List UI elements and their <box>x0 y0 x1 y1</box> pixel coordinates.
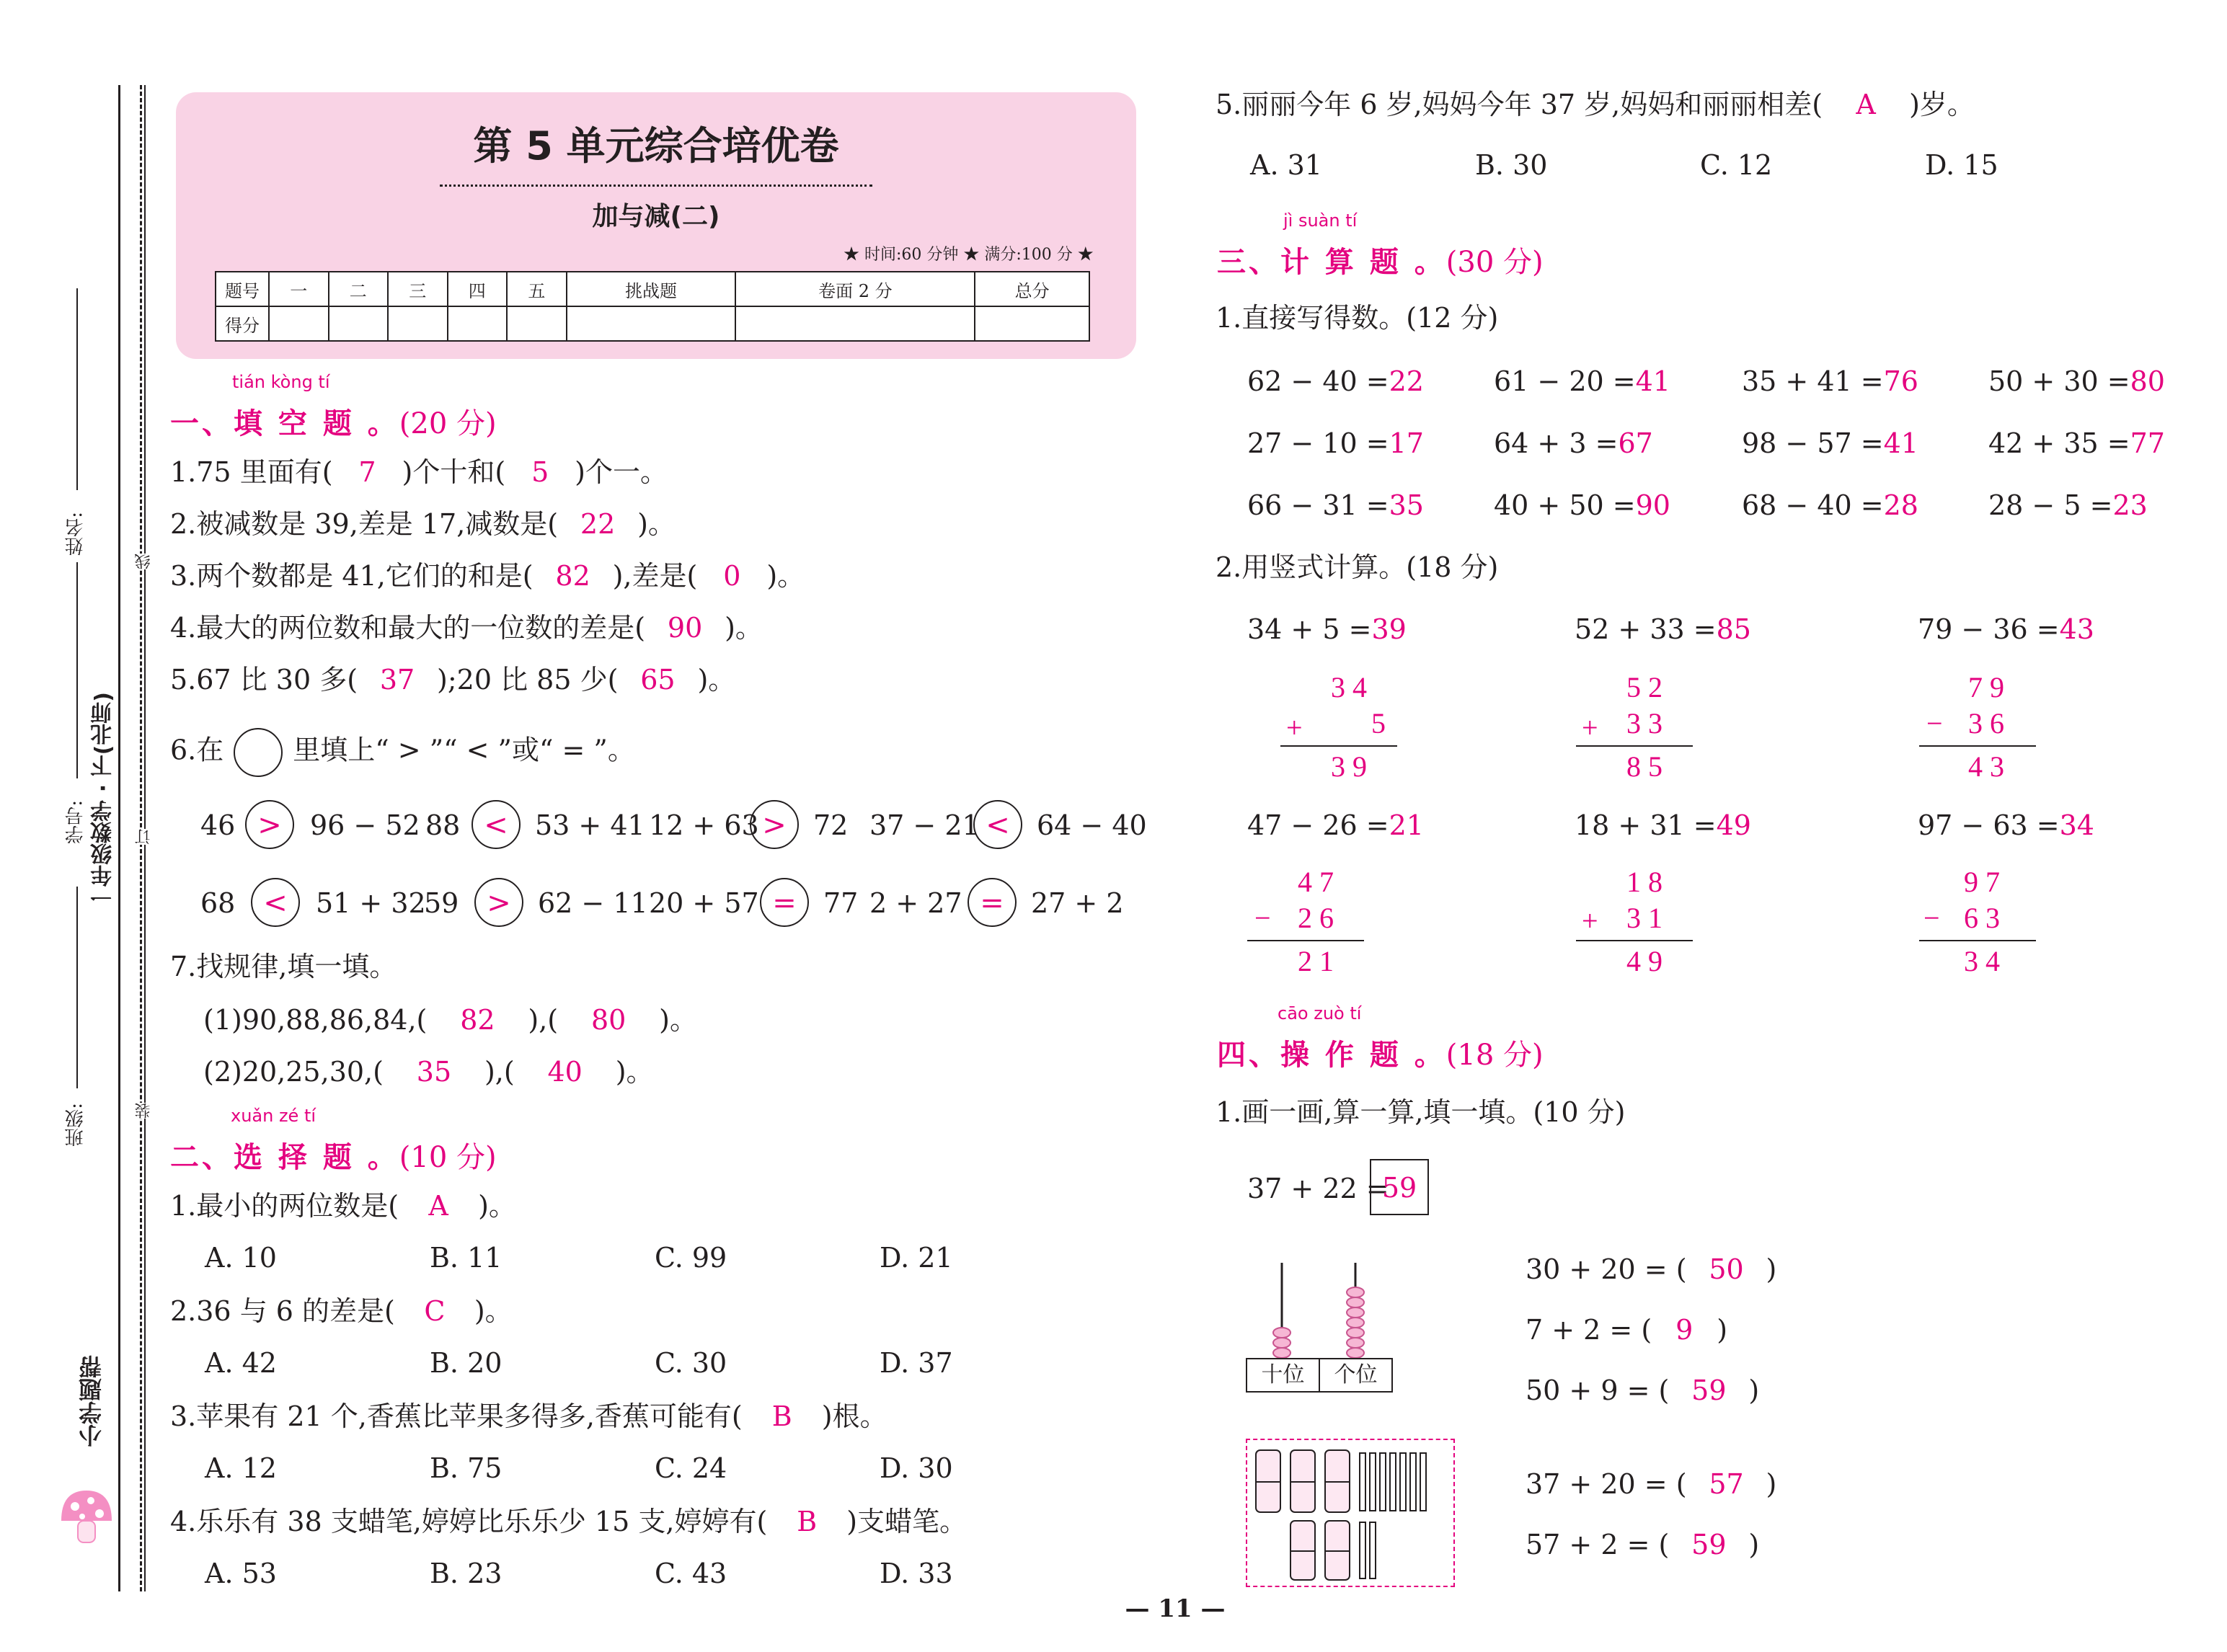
abacus-eq <box>1526 1313 1727 1346</box>
q1-4 <box>170 611 763 644</box>
q-text: 2.36 与 6 的差是( <box>170 1295 395 1327</box>
answer: 41 <box>1883 427 1918 459</box>
expr: 50 + 30 = <box>1988 365 2130 397</box>
expr: 97 − 63 = <box>1918 809 2060 841</box>
option: D. 30 <box>880 1452 953 1484</box>
vertical-op: − <box>1926 707 1943 740</box>
abacus-eq <box>1526 1374 1759 1407</box>
q-text: ),( <box>528 1004 559 1036</box>
vertical-result: 8 5 <box>1626 750 1662 783</box>
vertical-expr <box>1247 613 1407 646</box>
vertical-mid: 5 <box>1371 707 1386 740</box>
direct-calc <box>1988 427 2165 460</box>
q-text: 1.最小的两位数是( <box>170 1190 399 1222</box>
sec2-score: (10 分) <box>399 1141 497 1174</box>
compare-circle[interactable]: = <box>968 878 1017 927</box>
expr: 35 + 41 = <box>1742 365 1884 397</box>
q2-5 <box>1216 88 1975 121</box>
sec4-pinyin: cāo zuò tí <box>1278 1003 1362 1023</box>
abacus-eq <box>1526 1253 1776 1286</box>
q2-3 <box>170 1400 887 1433</box>
sec2-pinyin: xuǎn zé tí <box>231 1106 316 1126</box>
expr: ) <box>1766 1253 1777 1285</box>
answer: 5 <box>531 456 549 488</box>
vertical-rule <box>1576 745 1693 747</box>
page-title: 第 5 单元综合培优卷 <box>473 123 839 169</box>
sec4-title <box>1217 1032 1544 1073</box>
q-text: )。 <box>697 664 736 696</box>
q-text: )。 <box>659 1004 697 1036</box>
q1-2 <box>170 507 676 541</box>
vertical-rule <box>1247 940 1364 941</box>
q-text: );20 比 85 少( <box>437 664 619 696</box>
expr: 30 + 20 = ( <box>1526 1253 1687 1285</box>
score-input-cell[interactable] <box>448 306 508 341</box>
compare-circle[interactable]: < <box>471 800 521 849</box>
option: A. 53 <box>205 1558 277 1589</box>
vertical-rule <box>1576 940 1693 941</box>
title-divider <box>440 185 872 187</box>
answer: 17 <box>1389 427 1424 459</box>
vertical-top: 5 2 <box>1626 671 1662 703</box>
q3-1: 1.直接写得数。(12 分) <box>1216 302 1499 334</box>
vertical-top: 3 4 <box>1331 671 1367 703</box>
student-id-field-line[interactable] <box>76 562 78 778</box>
vertical-top: 1 8 <box>1626 866 1662 898</box>
q-text: )个十和( <box>402 456 506 488</box>
q-text: )个一。 <box>575 456 668 488</box>
expr: 52 + 33 = <box>1575 613 1717 645</box>
q-text: )。 <box>725 612 763 644</box>
main-eq: 37 + 22 = <box>1247 1173 1389 1204</box>
q-text: 里填上“ > ”“ < ”或“ = ”。 <box>293 734 635 766</box>
cmp-right: 77 <box>823 887 859 919</box>
option: B. 75 <box>430 1452 502 1484</box>
answer: 76 <box>1883 365 1918 397</box>
score-input-cell[interactable] <box>507 306 567 341</box>
mushroom-logo-icon <box>58 1485 115 1550</box>
expr: 98 − 57 = <box>1742 427 1884 459</box>
answer: 82 <box>555 560 590 592</box>
sec2-title <box>170 1134 497 1176</box>
score-cell: 题号 <box>216 272 269 306</box>
q-text: (2)20,25,30,( <box>203 1056 384 1088</box>
option: B. 30 <box>1475 149 1548 181</box>
cmp-right: 72 <box>813 809 849 841</box>
direct-calc <box>1742 427 1918 460</box>
line-char: 线 <box>133 554 155 569</box>
q-text: )。 <box>478 1190 516 1222</box>
abacus-base <box>1246 1358 1393 1393</box>
direct-calc <box>1247 365 1424 398</box>
answer: 49 <box>1716 809 1751 841</box>
option: C. 99 <box>655 1242 727 1274</box>
score-cell: 三 <box>388 272 448 306</box>
cmp-left: 88 <box>425 809 461 841</box>
sec1-title-text: 一、填 空 题 。 <box>170 407 399 440</box>
q4-1: 1.画一画,算一算,填一填。(10 分) <box>1216 1096 1626 1128</box>
direct-calc <box>1742 365 1918 398</box>
expr: 27 − 10 = <box>1247 427 1389 459</box>
q-text: 4.最大的两位数和最大的一位数的差是( <box>170 612 646 644</box>
compare-circle[interactable]: < <box>973 800 1022 849</box>
direct-calc <box>1494 427 1653 460</box>
name-label: 姓名: <box>65 512 87 556</box>
answer: 65 <box>640 664 676 696</box>
cmp-right: 27 + 2 <box>1031 887 1124 919</box>
sec3-pinyin: jì suàn tí <box>1283 210 1358 231</box>
grade-label: 一年级数学 · 下(北师) <box>91 692 116 908</box>
q2-4 <box>170 1505 967 1538</box>
expr: 79 − 36 = <box>1918 613 2060 645</box>
expr: 66 − 31 = <box>1247 489 1389 521</box>
vertical-mid: 2 6 <box>1298 902 1334 934</box>
expr: 28 − 5 = <box>1988 489 2113 521</box>
brand-label: 小学题帮 <box>78 1355 105 1447</box>
q2-1 <box>170 1189 516 1222</box>
direct-calc <box>1494 489 1670 522</box>
page-number: — 11 — <box>1125 1594 1226 1623</box>
answer: 35 <box>416 1056 452 1088</box>
score-cell: 卷面 2 分 <box>735 272 975 306</box>
vertical-expr <box>1575 613 1751 646</box>
sticks-eq <box>1526 1467 1776 1501</box>
sec1-title <box>170 401 497 442</box>
sticks-eq <box>1526 1528 1759 1561</box>
score-cell: 二 <box>329 272 389 306</box>
answer: 57 <box>1709 1468 1744 1500</box>
sec4-title-text: 四、操 作 题 。 <box>1217 1038 1446 1072</box>
q-text: (1)90,88,86,84,( <box>203 1004 428 1036</box>
option: C. 12 <box>1700 149 1773 181</box>
score-input-cell[interactable] <box>975 306 1089 341</box>
vertical-result: 2 1 <box>1298 945 1334 977</box>
expr: 68 − 40 = <box>1742 489 1884 521</box>
q-text: 4.乐乐有 38 支蜡笔,婷婷比乐乐少 15 支,婷婷有( <box>170 1506 768 1537</box>
cmp-left: 20 + 57 <box>649 887 759 919</box>
vertical-rule <box>1919 745 2036 747</box>
direct-calc <box>1247 489 1424 522</box>
sticks-bundle-icon <box>1252 1446 1446 1583</box>
answer: 59 <box>1691 1529 1727 1560</box>
answer: 67 <box>1618 427 1653 459</box>
sec3-title-text: 三、计 算 题 。 <box>1217 245 1446 279</box>
q1-7: 7.找规律,填一填。 <box>170 951 397 982</box>
answer: 90 <box>667 612 703 644</box>
answer: 77 <box>2130 427 2165 459</box>
vertical-expr <box>1247 809 1424 842</box>
expr: 18 + 31 = <box>1575 809 1717 841</box>
student-id-label: 学号: <box>65 800 87 844</box>
q-text: 1.75 里面有( <box>170 456 333 488</box>
cmp-left: 46 <box>200 809 236 841</box>
blank-circle-icon <box>234 728 283 777</box>
score-input-cell[interactable] <box>388 306 448 341</box>
direct-calc <box>1742 489 1918 522</box>
score-table <box>215 271 1090 342</box>
cmp-left: 2 + 27 <box>869 887 962 919</box>
q-text: 5.丽丽今年 6 岁,妈妈今年 37 岁,妈妈和丽丽相差( <box>1216 89 1823 120</box>
answer: C <box>424 1295 446 1327</box>
score-row-label: 得分 <box>216 306 269 341</box>
cmp-right: 96 − 52 <box>310 809 420 841</box>
expr: 47 − 26 = <box>1247 809 1389 841</box>
page-subtitle: 加与减(二) <box>592 202 720 231</box>
vertical-expr <box>1918 613 2094 646</box>
expr: 61 − 20 = <box>1494 365 1636 397</box>
score-cell: 五 <box>507 272 567 306</box>
sec1-pinyin: tián kòng tí <box>232 372 330 392</box>
expr: 50 + 9 = ( <box>1526 1375 1670 1406</box>
q-text: 5.67 比 30 多( <box>170 664 358 696</box>
answer: 22 <box>580 508 616 540</box>
score-cell: 四 <box>448 272 508 306</box>
expr: ) <box>1748 1529 1760 1560</box>
option: D. 21 <box>880 1242 953 1274</box>
q1-6 <box>170 728 635 777</box>
answer: 59 <box>1691 1375 1727 1406</box>
expr: 64 + 3 = <box>1494 427 1619 459</box>
answer: 41 <box>1635 365 1670 397</box>
compare-circle[interactable]: > <box>474 878 523 927</box>
expr: 34 + 5 = <box>1247 613 1372 645</box>
answer: 34 <box>2059 809 2094 841</box>
abacus-tens-label: 十位 <box>1247 1359 1320 1391</box>
answer: 7 <box>358 456 376 488</box>
answer: 80 <box>2130 365 2165 397</box>
answer: 22 <box>1389 365 1424 397</box>
answer: 28 <box>1883 489 1918 521</box>
class-label: 班级: <box>65 1103 87 1147</box>
expr: 37 + 20 = ( <box>1526 1468 1687 1500</box>
score-input-cell[interactable] <box>735 306 975 341</box>
vertical-mid: 6 3 <box>1964 902 2000 934</box>
answer: 37 <box>379 664 415 696</box>
time-info: ★ 时间:60 分钟 ★ 满分:100 分 ★ <box>844 246 1094 264</box>
option: C. 30 <box>655 1347 727 1379</box>
option: B. 11 <box>430 1242 502 1274</box>
vertical-result: 3 9 <box>1331 750 1367 783</box>
bind-char: 订 <box>133 829 155 845</box>
vertical-op: − <box>1254 902 1271 934</box>
score-table-score-row <box>216 306 1089 341</box>
vertical-expr <box>1575 809 1751 842</box>
option: A. 31 <box>1250 149 1322 181</box>
answer: 39 <box>1371 613 1407 645</box>
compare-circle[interactable]: > <box>750 800 799 849</box>
vertical-result: 4 3 <box>1968 750 2004 783</box>
q-text: 3.苹果有 21 个,香蕉比苹果多得多,香蕉可能有( <box>170 1400 743 1432</box>
expr: ) <box>1766 1468 1777 1500</box>
vertical-expr <box>1918 809 2094 842</box>
name-field-line[interactable] <box>76 288 78 490</box>
option: C. 43 <box>655 1558 727 1589</box>
q-text: )。 <box>615 1056 654 1088</box>
expr: 62 − 40 = <box>1247 365 1389 397</box>
q1-5 <box>170 663 735 696</box>
q3-2: 2.用竖式计算。(18 分) <box>1216 551 1499 583</box>
answer: 90 <box>1635 489 1670 521</box>
option: B. 23 <box>430 1558 502 1589</box>
sec2-title-text: 二、选 择 题 。 <box>170 1140 399 1174</box>
option: D. 15 <box>1925 149 1998 181</box>
option: C. 24 <box>655 1452 727 1484</box>
answer: A <box>428 1190 448 1222</box>
vertical-top: 7 9 <box>1968 671 2004 703</box>
q1-7a <box>203 1003 697 1036</box>
sec1-score: (20 分) <box>399 407 497 440</box>
seal-char: 装 <box>133 1103 155 1119</box>
score-cell: 一 <box>269 272 329 306</box>
vertical-mid: 3 6 <box>1968 707 2004 740</box>
cmp-left: 68 <box>200 887 236 919</box>
direct-calc <box>1988 489 2148 522</box>
option: B. 20 <box>430 1347 502 1379</box>
answer: 40 <box>547 1056 583 1088</box>
q-text: )岁。 <box>1909 89 1975 120</box>
q-text: )支蜡笔。 <box>846 1506 968 1537</box>
vertical-op: − <box>1923 902 1940 934</box>
q-text: )。 <box>637 508 676 540</box>
sec3-title <box>1217 239 1544 280</box>
answer: 85 <box>1716 613 1751 645</box>
answer: 82 <box>460 1004 495 1036</box>
answer: 23 <box>2112 489 2148 521</box>
vertical-result: 4 9 <box>1626 945 1662 977</box>
compare-circle[interactable]: > <box>245 800 294 849</box>
q-text: 2.被减数是 39,差是 17,减数是( <box>170 508 559 540</box>
q1-3 <box>170 559 805 592</box>
cmp-right: 62 − 11 <box>538 887 648 919</box>
answer: 9 <box>1675 1314 1694 1346</box>
answer: 50 <box>1709 1253 1744 1285</box>
vertical-op: + <box>1582 711 1598 744</box>
direct-calc <box>1988 365 2165 398</box>
class-field-line[interactable] <box>76 887 78 1088</box>
answer: 43 <box>2059 613 2094 645</box>
direct-calc <box>1247 427 1424 460</box>
q-text: 3.两个数都是 41,它们的和是( <box>170 560 533 592</box>
q-text: ),差是( <box>612 560 698 592</box>
abacus-ones-label: 个位 <box>1334 1362 1378 1387</box>
expr: 42 + 35 = <box>1988 427 2130 459</box>
q-text: )。 <box>474 1295 513 1327</box>
score-cell: 挑战题 <box>567 272 736 306</box>
main-answer-box[interactable]: 59 <box>1370 1159 1429 1215</box>
expr: ) <box>1748 1375 1760 1406</box>
answer: A <box>1856 89 1876 120</box>
answer: 35 <box>1389 489 1424 521</box>
vertical-mid: 3 3 <box>1626 707 1662 740</box>
expr: 57 + 2 = ( <box>1526 1529 1670 1560</box>
q-text: 6.在 <box>170 734 224 766</box>
option: D. 33 <box>880 1558 953 1589</box>
q-text: ),( <box>484 1056 515 1088</box>
answer: 0 <box>723 560 741 592</box>
vertical-top: 9 7 <box>1964 866 2000 898</box>
vertical-result: 3 4 <box>1964 945 2000 977</box>
vertical-op: + <box>1582 905 1598 937</box>
vertical-top: 4 7 <box>1298 866 1334 898</box>
option: A. 42 <box>205 1347 277 1379</box>
expr: ) <box>1717 1314 1728 1346</box>
score-cell: 总分 <box>975 272 1089 306</box>
vertical-rule <box>1280 745 1397 747</box>
answer: B <box>771 1400 792 1432</box>
expr: 40 + 50 = <box>1494 489 1636 521</box>
option: D. 37 <box>880 1347 953 1379</box>
answer: 21 <box>1389 809 1424 841</box>
q1-1 <box>170 456 668 489</box>
compare-circle[interactable]: < <box>251 878 300 927</box>
score-table-header-row <box>216 272 1089 306</box>
q-text: )根。 <box>821 1400 887 1432</box>
sec3-score: (30 分) <box>1445 246 1544 279</box>
answer: B <box>797 1506 818 1537</box>
direct-calc <box>1494 365 1670 398</box>
score-input-cell[interactable] <box>567 306 736 341</box>
cmp-right: 64 − 40 <box>1037 809 1147 841</box>
cmp-left: 59 <box>424 887 459 919</box>
expr: 7 + 2 = ( <box>1526 1314 1652 1346</box>
q1-7b <box>203 1055 654 1088</box>
option: A. 12 <box>205 1452 277 1484</box>
option: A. 10 <box>205 1242 277 1274</box>
vertical-mid: 3 1 <box>1626 902 1662 934</box>
vertical-rule <box>1919 940 2036 941</box>
cmp-right: 51 + 32 <box>316 887 426 919</box>
vertical-op: + <box>1286 711 1303 744</box>
score-input-cell[interactable] <box>269 306 329 341</box>
q-text: )。 <box>766 560 805 592</box>
cmp-right: 53 + 41 <box>535 809 645 841</box>
answer: 80 <box>590 1004 627 1036</box>
compare-circle[interactable]: = <box>760 878 809 927</box>
cmp-left: 12 + 63 <box>649 809 759 841</box>
q2-2 <box>170 1294 513 1328</box>
score-input-cell[interactable] <box>329 306 389 341</box>
cmp-left: 37 − 21 <box>869 809 980 841</box>
sec4-score: (18 分) <box>1445 1039 1544 1072</box>
